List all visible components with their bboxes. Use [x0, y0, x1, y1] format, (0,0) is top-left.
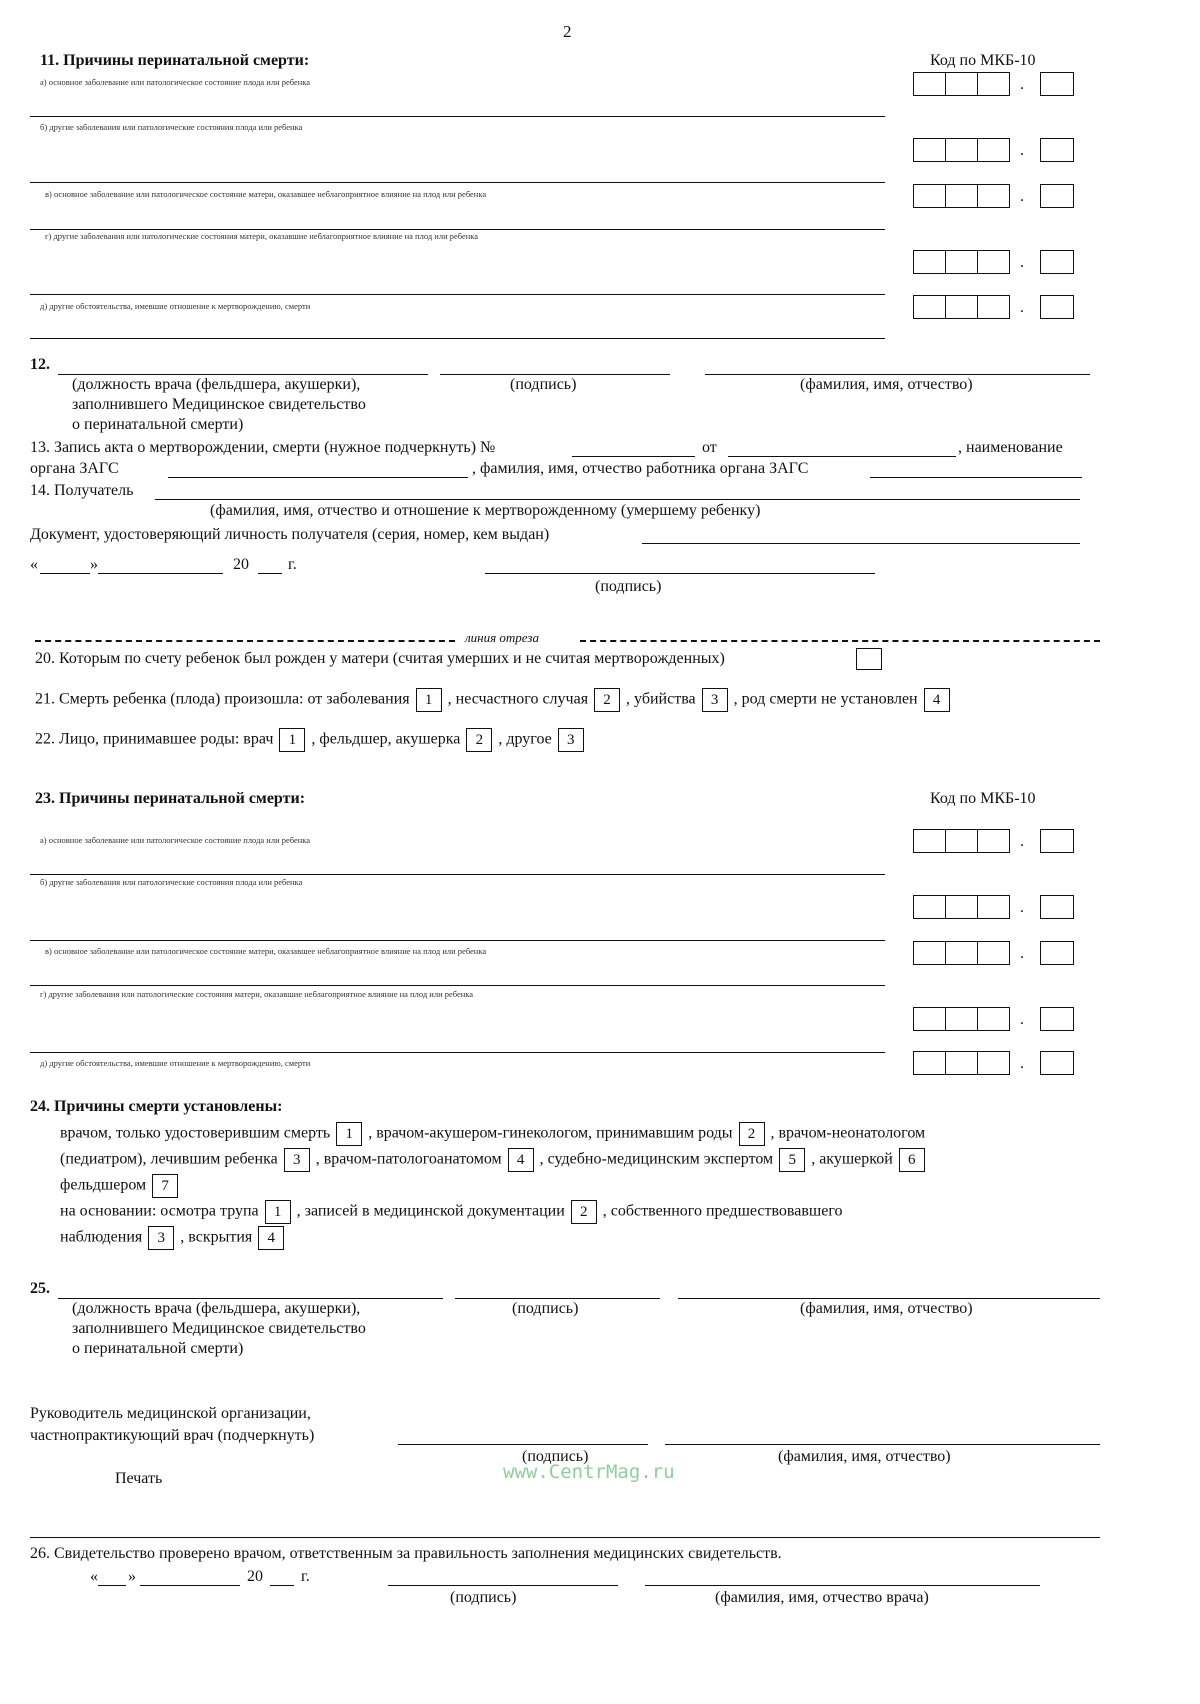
s24-line-1 — [60, 1122, 925, 1146]
s24-title: 24. Причины смерти установлены: — [30, 1098, 283, 1115]
s24-option-2[interactable]: 2 — [739, 1122, 765, 1146]
s21-unknown-label: , род смерти не установлен — [733, 690, 918, 708]
s11-cause-b-line[interactable] — [30, 182, 885, 183]
s24-basis-2[interactable]: 2 — [571, 1200, 597, 1224]
icd-subcode-box[interactable] — [1040, 138, 1074, 162]
head-signature-line[interactable] — [398, 1444, 648, 1445]
s14-document-line[interactable] — [642, 543, 1080, 544]
s13-line1-c: , наименование — [958, 439, 1063, 456]
icd-subcode-box[interactable] — [1040, 1051, 1074, 1075]
s24-autopsy-label: , вскрытия — [180, 1228, 253, 1246]
s23-cause-a-line[interactable] — [30, 874, 885, 875]
s24-neonatologist-label: , врачом-неонатологом — [770, 1124, 926, 1142]
s24-basis-observation-label: , собственного предшествовавшего — [602, 1202, 843, 1220]
s26-signature-line[interactable] — [388, 1585, 618, 1586]
s24-line-5 — [60, 1226, 290, 1250]
icd-code-box[interactable] — [913, 72, 1010, 96]
s21-option-unknown[interactable]: 4 — [924, 688, 950, 712]
s24-only-certified-label: врачом, только удостоверившим смерть — [60, 1124, 331, 1142]
s14-recipient-line[interactable] — [155, 499, 1080, 500]
s20-birth-order-box[interactable] — [856, 648, 882, 670]
s25-position-caption-3: о перинатальной смерти) — [72, 1340, 244, 1357]
s14-date-year-suffix: г. — [288, 556, 297, 573]
s21-option-accident[interactable]: 2 — [594, 688, 620, 712]
s14-title: 14. Получатель — [30, 482, 134, 499]
s14-signature-line[interactable] — [485, 573, 875, 574]
s24-basis-1[interactable]: 1 — [265, 1200, 291, 1224]
s24-pathologist-label: , врачом-патологоанатомом — [315, 1150, 502, 1168]
icd-code-box[interactable] — [913, 1007, 1010, 1031]
s13-record-number-line[interactable] — [572, 456, 695, 457]
s23-cause-g-label: г) другие заболевания или патологические состояния матери, оказавшие неблагоприятное влияние на плод или ребенка — [40, 989, 474, 999]
head-title-2: частнопрактикующий врач (подчеркнуть) — [30, 1427, 315, 1444]
s12-signature-line[interactable] — [440, 374, 670, 375]
s24-feldsher-label: фельдшером — [60, 1176, 147, 1194]
s24-option-1[interactable]: 1 — [336, 1122, 362, 1146]
s24-obstetrician-label: , врачом-акушером-гинекологом, принимавшим роды — [368, 1124, 733, 1142]
s24-observation-label: наблюдения — [60, 1228, 143, 1246]
s24-basis-records-label: , записей в медицинской документации — [296, 1202, 565, 1220]
icd-code-box[interactable] — [913, 1051, 1010, 1075]
page-number: 2 — [563, 22, 572, 41]
s26-text: 26. Свидетельство проверено врачом, ответственным за правильность заполнения медицинских свидетельств. — [30, 1545, 782, 1562]
cut-line-label: линия отреза — [465, 630, 539, 645]
s25-position-caption: (должность врача (фельдшера, акушерки), — [72, 1300, 361, 1317]
s23-cause-b-line[interactable] — [30, 940, 885, 941]
s22-option-other[interactable]: 3 — [558, 728, 584, 752]
s11-cause-v-line[interactable] — [30, 229, 885, 230]
s22-prefix: 22. Лицо, принимавшее роды: врач — [35, 730, 274, 748]
s26-date-quote-open: « — [90, 1568, 98, 1585]
s23-cause-d-label: д) другие обстоятельства, имевшие отношение к мертворождению, смерти — [40, 1058, 311, 1068]
icd-code-box[interactable] — [913, 250, 1010, 274]
s11-cause-g-label: г) другие заболевания или патологические состояния матери, оказавшие неблагоприятное влияние на плод или ребенка — [45, 231, 479, 241]
s22-midwife-label: , фельдшер, акушерка — [311, 730, 461, 748]
s23-cause-g-line[interactable] — [30, 1052, 885, 1053]
s24-option-6[interactable]: 6 — [899, 1148, 925, 1172]
s13-line1-a: 13. Запись акта о мертворождении, смерти (нужное подчеркнуть) № — [30, 439, 496, 456]
head-fio-caption: (фамилия, имя, отчество) — [778, 1448, 951, 1465]
s25-position-line[interactable] — [58, 1298, 443, 1299]
s11-cause-a-label: а) основное заболевание или патологическое состояние плода или ребенка — [40, 77, 311, 87]
head-fio-line[interactable] — [665, 1444, 1100, 1445]
s24-line-2 — [60, 1148, 931, 1172]
s25-fio-line[interactable] — [678, 1298, 1100, 1299]
s11-code-header: Код по МКБ-10 — [930, 52, 1036, 69]
s14-date-month-line[interactable] — [98, 573, 223, 574]
s12-fio-line[interactable] — [705, 374, 1090, 375]
s11-cause-b-label: б) другие заболевания или патологические состояния плода или ребенка — [40, 122, 303, 132]
s23-code-header: Код по МКБ-10 — [930, 790, 1036, 807]
s13-line1-b: от — [702, 439, 717, 456]
icd-subcode-box[interactable] — [1040, 895, 1074, 919]
s26-fio-line[interactable] — [645, 1585, 1040, 1586]
s22-option-midwife[interactable]: 2 — [466, 728, 492, 752]
s14-date-day-line[interactable] — [40, 573, 90, 574]
icd-subcode-box[interactable] — [1040, 72, 1074, 96]
s13-zags-employee-line[interactable] — [870, 477, 1082, 478]
s26-date-day-line[interactable] — [98, 1585, 126, 1586]
s11-cause-g-line[interactable] — [30, 294, 885, 295]
s24-line-3 — [60, 1174, 184, 1198]
icd-subcode-box[interactable] — [1040, 829, 1074, 853]
icd-code-box[interactable] — [913, 829, 1010, 853]
s25-number: 25. — [30, 1280, 50, 1297]
s24-line-4 — [60, 1200, 843, 1224]
s23-cause-b-label: б) другие заболевания или патологические состояния плода или ребенка — [40, 877, 303, 887]
s14-date-year-line[interactable] — [258, 573, 282, 574]
s21-option-murder[interactable]: 3 — [702, 688, 728, 712]
s24-basis-4[interactable]: 4 — [258, 1226, 284, 1250]
s22-line — [35, 728, 590, 752]
s24-option-5[interactable]: 5 — [779, 1148, 805, 1172]
icd-subcode-box[interactable] — [1040, 184, 1074, 208]
s14-date-quote-close: » — [90, 556, 98, 573]
s25-signature-line[interactable] — [455, 1298, 660, 1299]
s26-date-year-line[interactable] — [270, 1585, 294, 1586]
s26-date-year-prefix: 20 — [247, 1568, 263, 1585]
s22-option-doctor[interactable]: 1 — [279, 728, 305, 752]
s23-cause-a-label: а) основное заболевание или патологическое состояние плода или ребенка — [40, 835, 311, 845]
s22-other-label: , другое — [498, 730, 552, 748]
s13-line2-a: органа ЗАГС — [30, 460, 119, 477]
cut-line-left — [35, 640, 455, 642]
s12-position-line[interactable] — [58, 374, 428, 375]
icd-subcode-box[interactable] — [1040, 250, 1074, 274]
s21-murder-label: , убийства — [626, 690, 696, 708]
s11-cause-a-line[interactable] — [30, 116, 885, 117]
s25-fio-caption: (фамилия, имя, отчество) — [800, 1300, 973, 1317]
s12-position-caption-3: о перинатальной смерти) — [72, 416, 244, 433]
s23-cause-v-label: в) основное заболевание или патологическое состояние матери, оказавшее неблагоприятное влияние на плод или ребенка — [45, 946, 487, 956]
watermark: www.CentrMag.ru — [503, 1461, 675, 1483]
s25-signature-caption: (подпись) — [512, 1300, 579, 1317]
s12-fio-caption: (фамилия, имя, отчество) — [800, 376, 973, 393]
s25-position-caption-2: заполнившего Медицинское свидетельство — [72, 1320, 366, 1337]
icd-code-box[interactable] — [913, 138, 1010, 162]
s24-basis-exam-label: на основании: осмотра трупа — [60, 1202, 259, 1220]
head-signature-caption: (подпись) — [522, 1448, 589, 1465]
s21-accident-label: , несчастного случая — [447, 690, 589, 708]
s23-title: 23. Причины перинатальной смерти: — [35, 790, 306, 807]
cut-line-right — [580, 640, 1100, 642]
icd-subcode-box[interactable] — [1040, 295, 1074, 319]
s21-line — [35, 688, 956, 712]
icd-code-box[interactable] — [913, 295, 1010, 319]
s13-line2-b: , фамилия, имя, отчество работника органа ЗАГС — [472, 460, 809, 477]
s26-date-quote-close: » — [128, 1568, 136, 1585]
s24-option-4[interactable]: 4 — [508, 1148, 534, 1172]
s11-cause-d-label: д) другие обстоятельства, имевшие отношение к мертворождению, смерти — [40, 301, 311, 311]
s12-position-caption: (должность врача (фельдшера, акушерки), — [72, 376, 361, 393]
s23-cause-v-line[interactable] — [30, 985, 885, 986]
s26-signature-caption: (подпись) — [450, 1589, 517, 1606]
icd-code-box[interactable] — [913, 184, 1010, 208]
s14-document: Документ, удостоверяющий личность получателя (серия, номер, кем выдан) — [30, 526, 550, 543]
s21-option-disease[interactable]: 1 — [416, 688, 442, 712]
s26-separator — [30, 1537, 1100, 1538]
s11-cause-v-label: в) основное заболевание или патологическое состояние матери, оказавшее неблагоприятное влияние на плод или ребенка — [45, 189, 487, 199]
s13-record-date-line[interactable] — [728, 456, 956, 457]
s24-pediatrician-label: (педиатром), лечившим ребенка — [60, 1150, 278, 1168]
s21-prefix: 21. Смерть ребенка (плода) произошла: от заболевания — [35, 690, 410, 708]
s20-text: 20. Которым по счету ребенок был рожден у матери (считая умерших и не считая мертворожденных) — [35, 650, 725, 667]
s24-option-3[interactable]: 3 — [284, 1148, 310, 1172]
s24-midwife-label: , акушеркой — [811, 1150, 893, 1168]
s11-cause-d-line[interactable] — [30, 338, 885, 339]
s14-caption: (фамилия, имя, отчество и отношение к мертворожденному (умершему ребенку) — [210, 502, 761, 519]
s11-title: 11. Причины перинатальной смерти: — [40, 52, 310, 69]
s14-date-quote-open: « — [30, 556, 38, 573]
head-title-1: Руководитель медицинской организации, — [30, 1405, 311, 1422]
s14-date-year-prefix: 20 — [233, 556, 249, 573]
s26-date-year-suffix: г. — [301, 1568, 310, 1585]
s24-option-7[interactable]: 7 — [152, 1174, 178, 1198]
stamp-label: Печать — [115, 1470, 163, 1487]
icd-code-box[interactable] — [913, 941, 1010, 965]
icd-code-box[interactable] — [913, 895, 1010, 919]
s13-zags-name-line[interactable] — [168, 477, 468, 478]
s26-fio-caption: (фамилия, имя, отчество врача) — [715, 1589, 929, 1606]
s14-signature-caption: (подпись) — [595, 578, 662, 595]
s26-date-month-line[interactable] — [140, 1585, 240, 1586]
s24-basis-3[interactable]: 3 — [148, 1226, 174, 1250]
icd-subcode-box[interactable] — [1040, 1007, 1074, 1031]
s12-position-caption-2: заполнившего Медицинское свидетельство — [72, 396, 366, 413]
icd-subcode-box[interactable] — [1040, 941, 1074, 965]
s12-number: 12. — [30, 356, 50, 373]
s12-signature-caption: (подпись) — [510, 376, 577, 393]
s24-forensic-label: , судебно-медицинским экспертом — [539, 1150, 774, 1168]
